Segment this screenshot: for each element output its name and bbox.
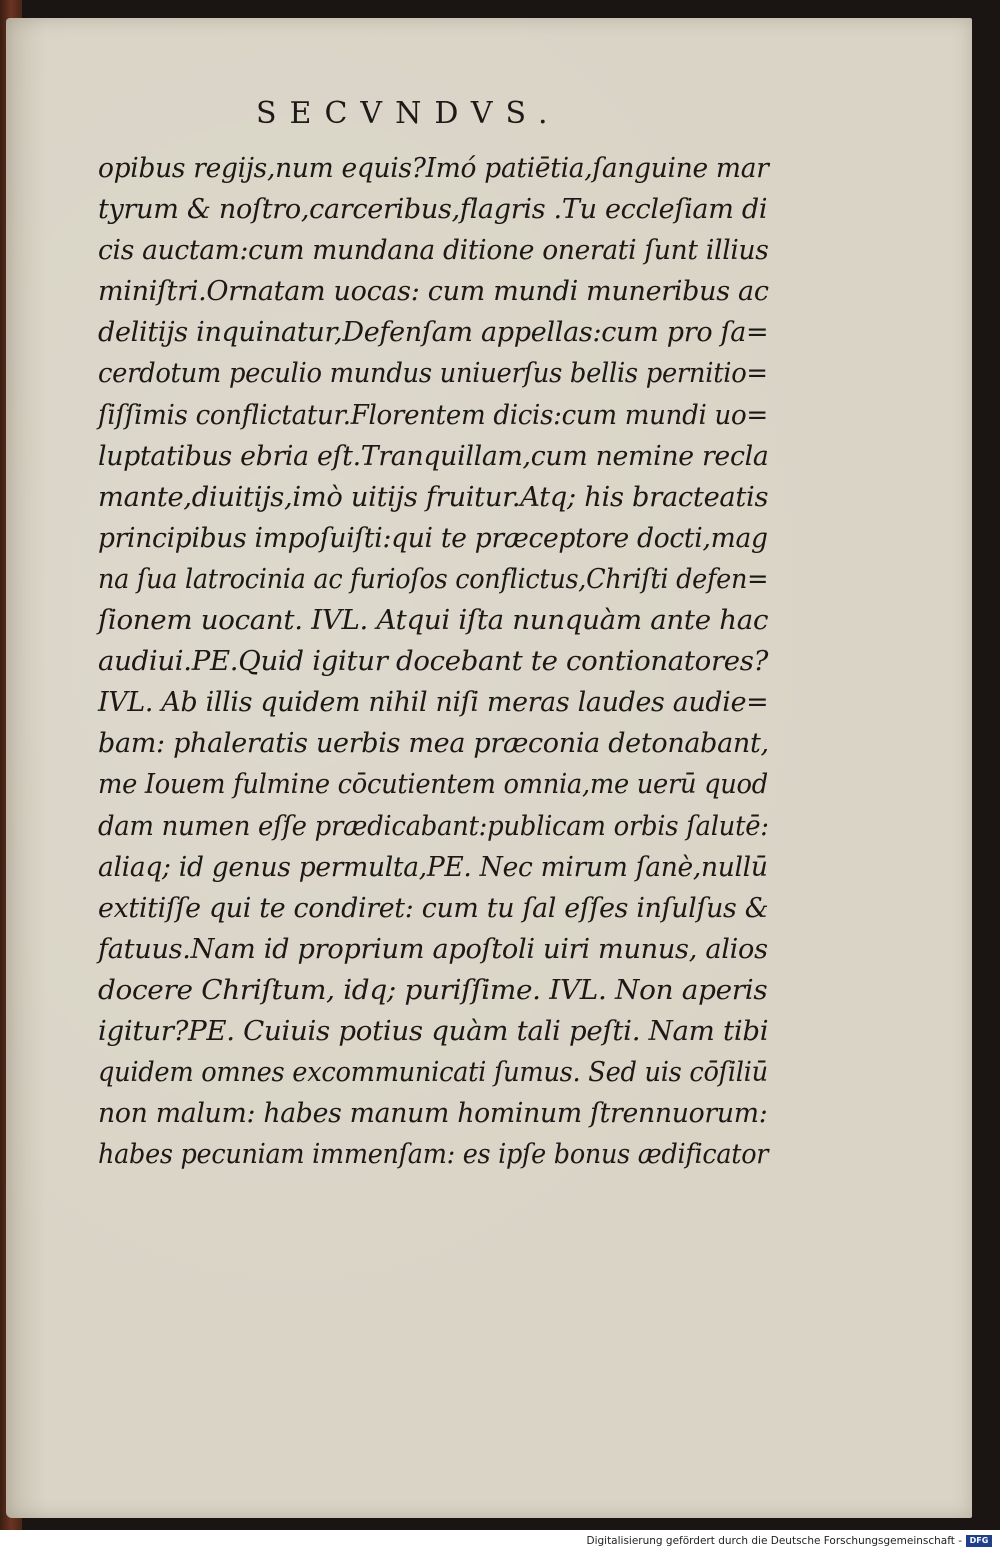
book-page <box>6 18 972 1518</box>
digitization-credit: Digitalisierung gefördert durch die Deutsche Forschungsgemeinschaft - <box>586 1535 962 1547</box>
text-line: luptatibus ebria eſt.Tranquillam,cum nemine recla <box>98 440 769 472</box>
text-line: opibus regijs,num equis?Imó patiētia,ſanguine mar <box>98 153 769 184</box>
text-line: na ſua latrocinia ac furioſos conflictus,Chriſti defen= <box>98 563 769 595</box>
text-line: dam numen eſſe prædicabant:publicam orbis ſalutē: <box>98 810 769 842</box>
text-line: cerdotum peculio mundus uniuerſus bellis pernitio= <box>98 358 768 390</box>
text-line: miniſtri.Ornatam uocas: cum mundi muneribus ac <box>98 276 769 308</box>
text-line: habes pecuniam immenſam: es ipſe bonus ædificator <box>98 1139 769 1171</box>
text-line: me Iouem fulmine cōcutientem omnia,me uerū quod <box>98 769 768 801</box>
text-line: igitur?PE. Cuiuis potius quàm tali peſti. Nam tibi <box>98 1015 769 1047</box>
text-line: cis auctam:cum mundana ditione onerati ſunt illius <box>98 235 769 267</box>
text-line: non malum: habes manum hominum ſtrennuorum: <box>98 1098 768 1130</box>
text-line: aliaq; id genus permulta,PE. Nec mirum ſanè,nullū <box>98 851 768 883</box>
text-block <box>98 148 768 1175</box>
text-line: IVL. Ab illis quidem nihil niſi meras laudes audie= <box>98 687 769 719</box>
text-line: audiui.PE.Quid igitur docebant te contionatores? <box>98 646 769 678</box>
running-head: SECVNDVS. <box>256 96 561 131</box>
text-line: quidem omnes excommunicati ſumus. Sed uis cōſiliū <box>98 1057 768 1089</box>
text-line: mante,diuitijs,imò uitijs fruitur.Atq; his bracteatis <box>98 481 769 513</box>
dfg-logo-icon: DFG <box>966 1535 992 1547</box>
text-line: fatuus.Nam id proprium apoſtoli uiri munus, alios <box>98 933 768 965</box>
text-line: principibus impoſuiſti:qui te præceptore docti,mag <box>98 522 768 554</box>
text-line: delitijs inquinatur,Defenſam appellas:cum pro ſa= <box>98 317 769 349</box>
text-line: ſiſſimis conflictatur.Florentem dicis:cum mundi uo= <box>98 399 768 431</box>
text-line: tyrum & noſtro,carceribus,flagris .Tu eccleſiam di <box>98 194 768 226</box>
text-line: extitiſſe qui te condiret: cum tu ſal eſſes inſulſus & <box>98 892 769 924</box>
text-line: bam: phaleratis uerbis mea præconia detonabant, <box>98 728 769 760</box>
text-line: ſionem uocant. IVL. Atqui iſta nunquàm ante hac <box>98 605 769 637</box>
text-line: docere Chriſtum, idq; puriſſime. IVL. Non aperis <box>98 974 768 1006</box>
